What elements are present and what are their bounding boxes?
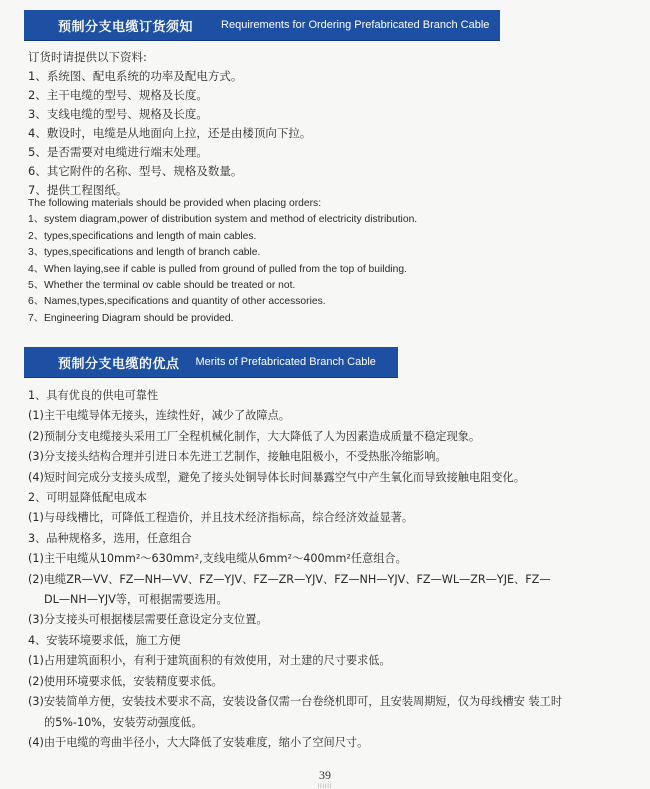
merit-heading: 1、具有优良的供电可靠性 bbox=[28, 389, 159, 402]
list-item: 5、是否需要对电缆进行端末处理。 bbox=[28, 145, 208, 159]
section-title-zh: 预制分支电缆订货须知 bbox=[58, 19, 194, 35]
list-item: 7、提供工程图纸。 bbox=[28, 183, 128, 197]
merit-item: (2)使用环境要求低，安装精度要求低。 bbox=[28, 674, 223, 688]
merit-heading: 3、品种规格多，选用，任意组合 bbox=[28, 531, 192, 545]
section-title-banner-ordering bbox=[24, 10, 500, 40]
merit-heading: 4、安装环境要求低，施工方便 bbox=[28, 633, 181, 647]
merit-item: (3)分支接头可根据楼层需要任意设定分支位置。 bbox=[28, 613, 268, 627]
merit-heading: 2、可明显降低配电成本 bbox=[28, 491, 147, 505]
ordering-intro-zh: 订货时请提供以下资料: bbox=[28, 50, 147, 64]
list-item: 4、When laying,see if cable is pulled from ground of pulled from the top of building. bbox=[28, 263, 407, 275]
merit-item: (2)电缆ZR—VV、FZ—NH—VV、FZ—YJV、FZ—ZR—YJV、FZ—NH—YJV、FZ—WL—ZR—YJE、FZ— bbox=[28, 572, 551, 586]
list-item: 1、system diagram,power of distribution system and method of electricity distribution. bbox=[28, 214, 418, 226]
merit-item: (1)主干电缆从10mm²～630mm²,支线电缆从6mm²～400mm²任意组合。 bbox=[28, 552, 407, 566]
merits-list bbox=[28, 386, 632, 753]
page-footer-mark: |||||| bbox=[317, 783, 333, 788]
list-item: 2、主干电缆的型号、规格及长度。 bbox=[28, 88, 208, 102]
merit-item: (1)占用建筑面积小，有利于建筑面积的有效使用，对土建的尺寸要求低。 bbox=[28, 654, 391, 668]
list-item: 7、Engineering Diagram should be provided. bbox=[28, 312, 234, 324]
section-title-en: Merits of Prefabricated Branch Cable bbox=[195, 356, 376, 368]
section-title-en: Requirements for Ordering Prefabricated Branch Cable bbox=[221, 19, 490, 31]
list-item: 3、types,specifications and length of branch cable. bbox=[28, 247, 261, 259]
ordering-intro-en: The following materials should be provided when placing orders: bbox=[28, 198, 322, 209]
section-title-zh: 预制分支电缆的优点 bbox=[58, 356, 180, 372]
ordering-requirements-en bbox=[28, 196, 632, 327]
section-title-banner-merits bbox=[24, 347, 398, 377]
merit-item: (1)主干电缆导体无接头，连续性好，减少了故障点。 bbox=[28, 409, 290, 423]
list-item: 4、敷设时，电缆是从地面向上拉，还是由楼顶向下拉。 bbox=[28, 126, 312, 140]
list-item: 3、支线电缆的型号、规格及长度。 bbox=[28, 107, 208, 121]
list-item: 1、系统图、配电系统的功率及配电方式。 bbox=[28, 69, 243, 83]
merit-item: (4)短时间完成分支接头成型，避免了接头处铜导体长时间暴露空气中产生氧化而导致接触电阻变化。 bbox=[28, 470, 525, 484]
merit-item: (4)由于电缆的弯曲半径小，大大降低了安装难度，缩小了空间尺寸。 bbox=[28, 735, 369, 749]
list-item: 6、Names,types,specifications and quantity of other accessories. bbox=[28, 296, 326, 308]
list-item: 6、其它附件的名称、型号、规格及数量。 bbox=[28, 164, 243, 178]
merit-item: 的5%-10%，安装劳动强度低。 bbox=[44, 715, 203, 729]
merit-item: (2)预制分支电缆接头采用工厂全程机械化制作，大大降低了人为因素造成质量不稳定现象。 bbox=[28, 429, 481, 443]
list-item: 5、Whether the terminal ov cable should be treated or not. bbox=[28, 280, 296, 292]
ordering-requirements-zh bbox=[28, 48, 632, 200]
merit-item: (3)安装简单方便，安装技术要求不高，安装设备仅需一台卷绕机即可，且安装周期短，仅为母线槽安 装工时 bbox=[28, 695, 563, 709]
merit-item: DL—NH—YJV等，可根据需要选用。 bbox=[44, 593, 228, 607]
page-number: 39 bbox=[319, 768, 331, 782]
merit-item: (3)分支接头结构合理并引进日本先进工艺制作，接触电阻极小，不受热胀冷缩影响。 bbox=[28, 450, 447, 464]
merit-item: (1)与母线槽比，可降低工程造价，并且技术经济指标高，综合经济效益显著。 bbox=[28, 511, 414, 525]
list-item: 2、types,specifications and length of main cables. bbox=[28, 230, 257, 242]
